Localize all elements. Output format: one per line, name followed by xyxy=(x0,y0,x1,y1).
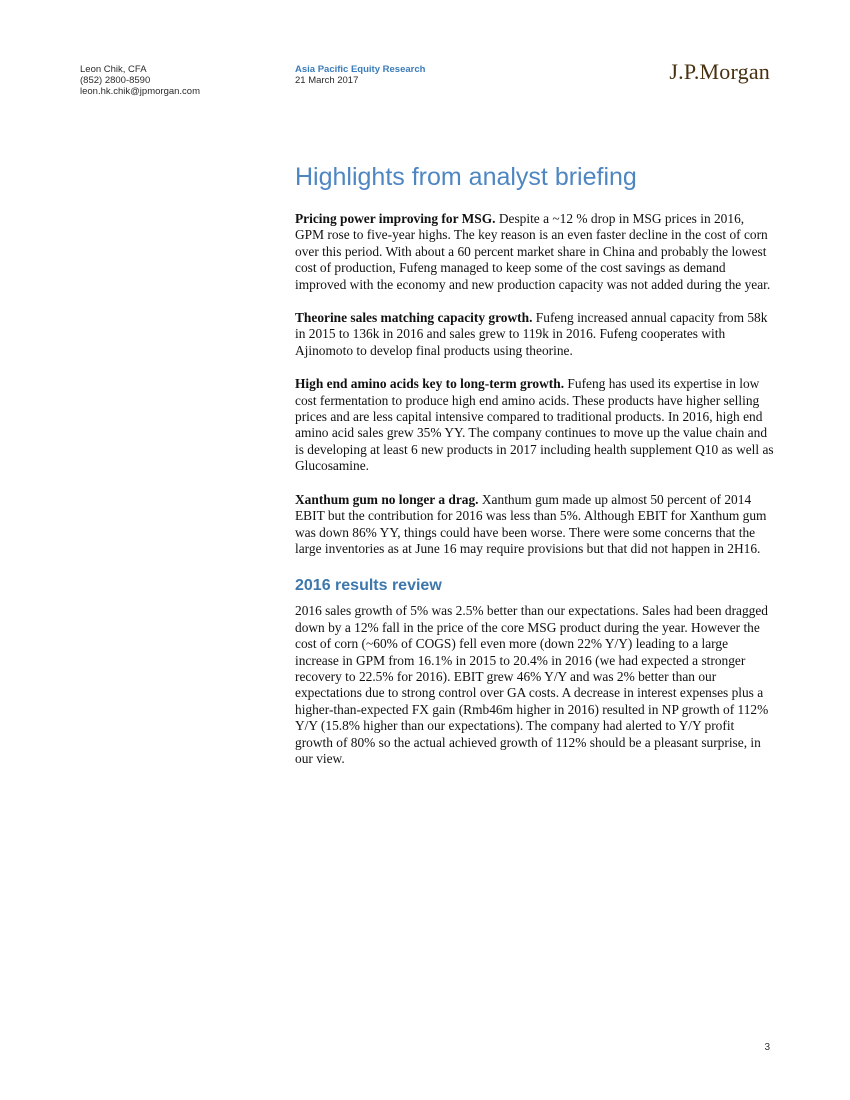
paragraph-lead: High end amino acids key to long-term growth. xyxy=(295,376,565,392)
paragraph-body: Fufeng has used its expertise in low cost fermentation to produce high end amino acids. These products have higher selling prices and are less capital intensive compared to traditional products. In 2016, high end amino acid sales grew 35% YY. The company continues to move up the value chain and is developing at least 6 new products in 2017 including health supplement Q10 as well as Glucosamine. xyxy=(295,376,774,474)
paragraph-body: Fufeng increased annual capacity from 58k in 2015 to 136k in 2016 and sales grew to 119k in 2016. Fufeng cooperates with Ajinomoto to develop final products using theorine. xyxy=(295,310,768,358)
jpmorgan-logo: J.P.Morgan xyxy=(669,59,770,84)
page-number: 3 xyxy=(764,1042,770,1053)
analyst-phone: (852) 2800-8590 xyxy=(80,75,151,86)
paragraph-lead: Pricing power improving for MSG. xyxy=(295,211,496,226)
paragraph-amino-acids xyxy=(295,376,774,474)
paragraph-pricing-power xyxy=(295,211,774,293)
analyst-email: leon.hk.chik@jpmorgan.com xyxy=(80,86,201,97)
paragraph-2016-results: 2016 sales growth of 5% was 2.5% better than our expectations. Sales had been dragged down by a 12% fall in the price of the core MSG product during the year. However the cost of corn (~60% of COGS) fell even more (down 22% Y/Y) leading to a large increase in GPM from 16.1% in 2015 to 20.4% in 2016 (we had expected a stronger recovery to 22.5% for 2016). EBIT grew 46% Y/Y and was 2% better than our expectations due to strong control over GA costs. A decrease in interest expenses plus a higher-than-expected FX gain (Rmb46m higher in 2016) resulted in NP growth of 112% Y/Y (15.8% higher than our expectations). The company had alerted to Y/Y profit growth of 80% so the actual achieved growth of 112% should be a pleasant surprise, in our view. xyxy=(295,603,769,766)
main-content xyxy=(295,163,774,784)
analyst-contact-block xyxy=(80,64,200,97)
paragraph-body: Despite a ~12 % drop in MSG prices in 2016, GPM rose to five-year highs. The key reason is an even faster decline in the cost of corn over this period. With about a 60 percent market share in China and probably the lowest cost of production, Fufeng managed to keep some of the cost savings as demand improved with the economy and new production capacity was not added during the year. xyxy=(295,211,771,292)
paragraph-body: Xanthum gum made up almost 50 percent of 2014 EBIT but the contribution for 2016 was less than 5%. Although EBIT for Xanthum gum was down 86% YY, things could have been worse. There were some concerns that the large inventories as at June 16 may require provisions but that did not happen in 2H16. xyxy=(295,491,767,556)
section-heading-2016-results: 2016 results review xyxy=(295,577,442,595)
paragraph-lead: Theorine sales matching capacity growth. xyxy=(295,310,533,326)
research-header-block xyxy=(295,64,425,86)
report-date: 21 March 2017 xyxy=(295,75,359,86)
paragraph-theorine-sales xyxy=(295,310,774,359)
paragraph-xanthum-gum xyxy=(295,492,774,558)
page-title: Highlights from analyst briefing xyxy=(295,163,637,191)
paragraph-lead: Xanthum gum no longer a drag. xyxy=(295,491,479,507)
analyst-name: Leon Chik, CFA xyxy=(80,64,147,75)
research-division-label: Asia Pacific Equity Research xyxy=(295,64,426,75)
